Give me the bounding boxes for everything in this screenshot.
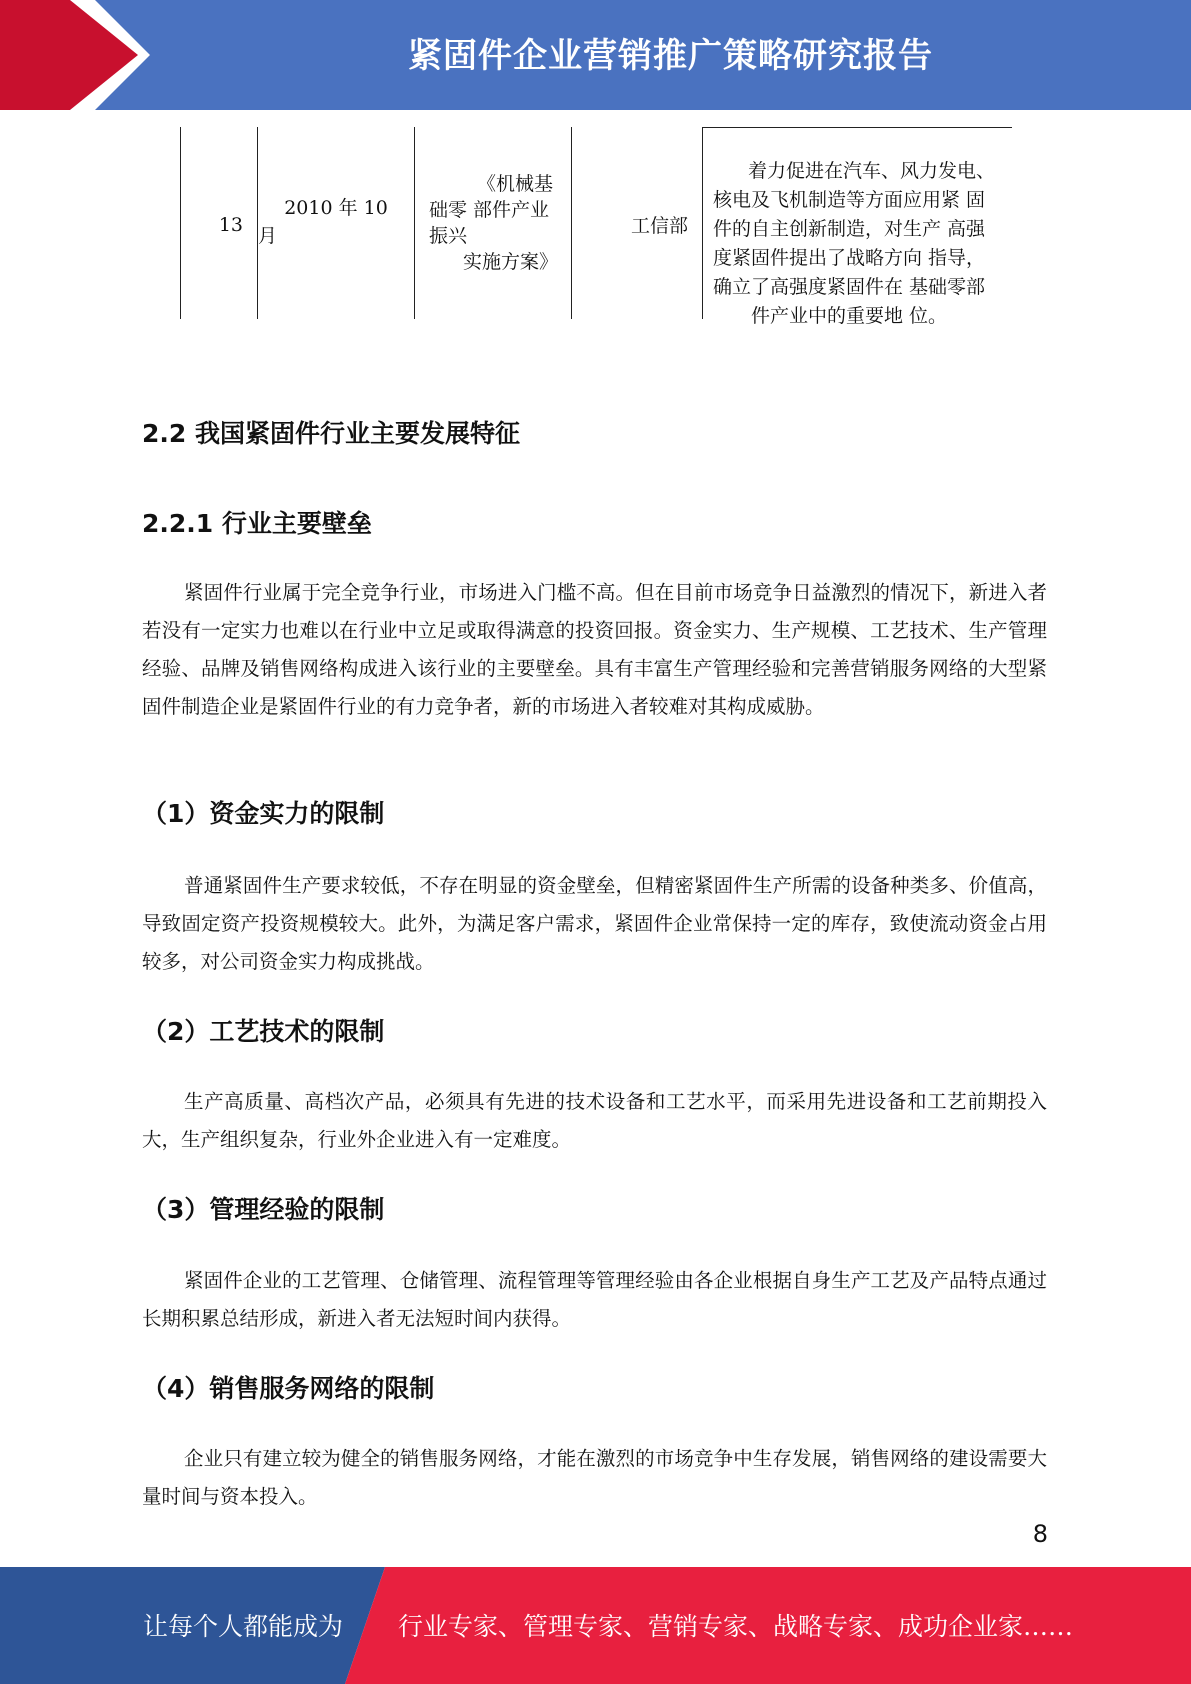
intro-paragraph: 紧固件行业属于完全竞争行业，市场进入门槛不高。但在目前市场竞争日益激烈的情况下，新进入者若没有一定实力也难以在行业中立足或取得满意的投资回报。资金实力、生产规模、工艺技术、生产管理经验、品牌及销售网络构成进入该行业的主要壁垒。具有丰富生产管理经验和完善营销服务网络的大型紧固件制造企业是紧固件行业的有力竞争者，新的市场进入者较难对其构成威胁。 xyxy=(142,581,1047,718)
document-line: 础零 部件产业 xyxy=(429,199,550,221)
table-cell-date xyxy=(258,195,414,249)
table-top-border xyxy=(703,127,1012,128)
document-line: 振兴 xyxy=(429,225,468,247)
description-line: 度紧固件提出了战略方向 指导， xyxy=(713,247,986,269)
item-heading-management: （3）管理经验的限制 xyxy=(142,1195,385,1224)
date-line: 2010 年 10 xyxy=(284,197,388,219)
description-line: 核电及飞机制造等方面应用紧 固 xyxy=(713,189,986,211)
table-cell-department: 工信部 xyxy=(630,215,688,237)
date-line: 月 xyxy=(258,225,278,247)
description-line: 件的自主创新制造，对生产 高强 xyxy=(713,218,986,240)
item-heading-technology: （2）工艺技术的限制 xyxy=(142,1017,385,1046)
document-line: 《机械基 xyxy=(477,173,554,195)
table-cell-document xyxy=(415,171,571,275)
section-heading: 2.2 我国紧固件行业主要发展特征 xyxy=(142,419,520,448)
header-banner xyxy=(0,0,1191,110)
item-paragraph-management: 紧固件企业的工艺管理、仓储管理、流程管理等管理经验由各企业根据自身生产工艺及产品特点通过长期积累总结形成，新进入者无法短时间内获得。 xyxy=(142,1269,1047,1330)
document-line: 实施方案》 xyxy=(463,251,559,273)
item-paragraph-sales-network: 企业只有建立较为健全的销售服务网络，才能在激烈的市场竞争中生存发展，销售网络的建设需要大量时间与资本投入。 xyxy=(142,1447,1047,1508)
description-line: 着力促进在汽车、风力发电、 xyxy=(748,160,996,182)
item-heading-capital: （1）资金实力的限制 xyxy=(142,799,385,828)
item-paragraph-technology: 生产高质量、高档次产品，必须具有先进的技术设备和工艺水平，而采用先进设备和工艺前期投入大，生产组织复杂，行业外企业进入有一定难度。 xyxy=(142,1090,1047,1151)
footer-slogan-right: 行业专家、管理专家、营销专家、战略专家、成功企业家…… xyxy=(398,1612,1074,1641)
description-line: 件产业中的重要地 位。 xyxy=(751,305,948,327)
description-line: 确立了高强度紧固件在 基础零部 xyxy=(713,276,986,298)
page-number: 8 xyxy=(1032,1520,1048,1548)
table-cell-description xyxy=(703,157,1003,331)
item-paragraph-capital: 普通紧固件生产要求较低，不存在明显的资金壁垒，但精密紧固件生产所需的设备种类多、价值高，导致固定资产投资规模较大。此外，为满足客户需求，紧固件企业常保持一定的库存，致使流动资金占用较多，对公司资金实力构成挑战。 xyxy=(142,874,1047,973)
subsection-heading: 2.2.1 行业主要壁垒 xyxy=(142,509,372,538)
item-heading-sales-network: （4）销售服务网络的限制 xyxy=(142,1374,435,1403)
table-cell-number: 13 xyxy=(218,214,243,236)
report-title: 紧固件企业营销推广策略研究报告 xyxy=(408,36,933,76)
policy-table-fragment xyxy=(180,127,1012,327)
footer-banner xyxy=(0,1567,1191,1684)
footer-slogan-left: 让每个人都能成为 xyxy=(143,1612,344,1641)
